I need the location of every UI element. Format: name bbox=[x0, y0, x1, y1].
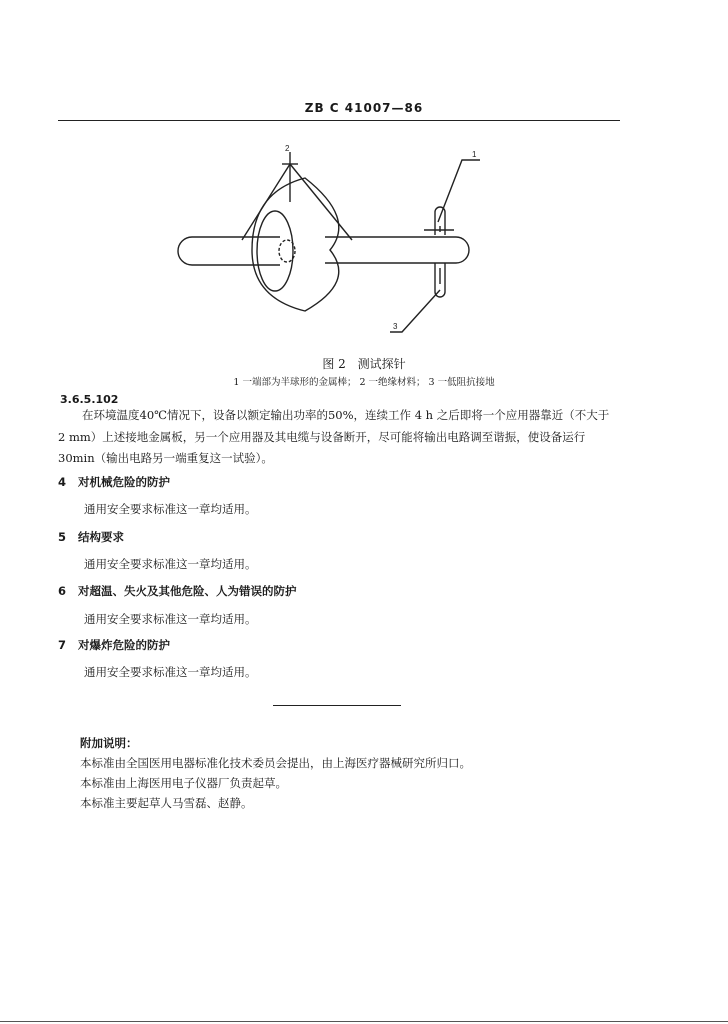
leader-2 bbox=[242, 152, 290, 240]
section-6-body: 通用安全要求标准这一章均适用。 bbox=[84, 612, 257, 626]
appendix-line: 本标准主要起草人马雪磊、赵静。 bbox=[80, 796, 253, 810]
label-3: 3 bbox=[393, 322, 398, 331]
appendix-notes bbox=[80, 733, 471, 813]
metal-rod-right bbox=[325, 237, 469, 263]
section-number: 6 bbox=[58, 584, 67, 598]
clause-text: 在环境温度40℃情况下，设备以额定输出功率的50%，连续工作 4 h 之后即将一个应用器靠近（不大于 2 mm）上述接地金属板，另一个应用器及其电缆与设备断开，尽可能将输出电路调至谐振，使设备运行 30min（输出电路另一端重复这一试验）。 bbox=[58, 408, 610, 465]
section-7-title bbox=[58, 637, 170, 653]
appendix-line: 本标准由全国医用电器标准化技术委员会提出，由上海医疗器械研究所归口。 bbox=[80, 756, 471, 770]
section-5-body: 通用安全要求标准这一章均适用。 bbox=[84, 557, 257, 571]
section-7-body: 通用安全要求标准这一章均适用。 bbox=[84, 665, 257, 679]
insulator-lens bbox=[252, 178, 339, 311]
label-1: 1 bbox=[472, 150, 477, 159]
clause-paragraph bbox=[58, 405, 616, 470]
leader-3 bbox=[390, 290, 440, 332]
appendix-line: 本标准由上海医用电子仪器厂负责起草。 bbox=[80, 776, 287, 790]
figure-legend: 1 一端部为半球形的金属棒； 2 一绝缘材料； 3 一低阻抗接地 bbox=[233, 377, 495, 388]
figure-title: 测试探针 bbox=[357, 357, 406, 371]
section-title-text: 对机械危险的防护 bbox=[78, 475, 170, 489]
section-4-body: 通用安全要求标准这一章均适用。 bbox=[84, 502, 257, 516]
figure-number: 图 2 bbox=[322, 357, 346, 371]
section-4-title bbox=[58, 474, 170, 490]
section-title-text: 对爆炸危险的防护 bbox=[78, 638, 170, 652]
section-title-text: 对超温、失火及其他危险、人为错误的防护 bbox=[78, 584, 297, 598]
section-6-title bbox=[58, 583, 297, 599]
section-number: 7 bbox=[58, 638, 67, 652]
section-number: 5 bbox=[58, 530, 67, 544]
insulator-inner-ellipse bbox=[257, 211, 293, 291]
clause-number: 3.6.5.102 bbox=[60, 393, 119, 406]
section-number: 4 bbox=[58, 475, 67, 489]
label-2: 2 bbox=[285, 144, 290, 153]
probe-figure bbox=[160, 140, 500, 340]
bottom-edge-rule bbox=[0, 1021, 728, 1022]
section-title-text: 结构要求 bbox=[78, 530, 124, 544]
standard-number: ZB C 41007—86 bbox=[304, 101, 424, 115]
appendix-heading: 附加说明： bbox=[80, 736, 138, 750]
metal-rod-left bbox=[178, 237, 280, 265]
section-5-title bbox=[58, 529, 124, 545]
header-rule bbox=[58, 120, 620, 121]
figure-caption bbox=[0, 355, 728, 372]
end-rule bbox=[273, 705, 401, 706]
